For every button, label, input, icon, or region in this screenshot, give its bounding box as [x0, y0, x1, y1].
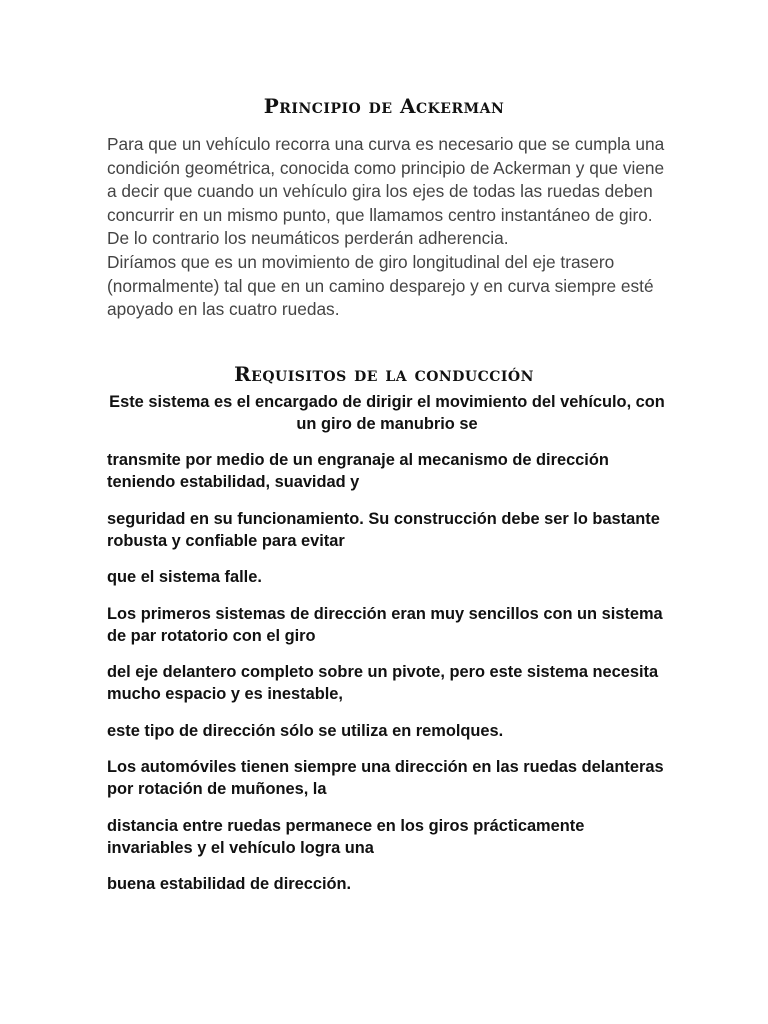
body-paragraph: este tipo de dirección sólo se utiliza en remolques. [107, 721, 504, 740]
intro-paragraph: Para que un vehículo recorra una curva es necesario que se cumpla una condición geométrica, conocida como principio de Ackerman y que viene a decir que cuando un vehículo gira los ejes de todas las ruedas deben concurrir en un mismo punto, que llamamos centro instantáneo de giro. [107, 134, 665, 225]
centered-paragraph: Este sistema es el encargado de dirigir el movimiento del vehículo, con un giro de manubrio se [109, 393, 665, 433]
body-paragraph: buena estabilidad de dirección. [107, 875, 352, 893]
document-title: Principio de Ackerman [263, 94, 505, 118]
body-paragraph: seguridad en su funcionamiento. Su construcción debe ser lo bastante robusta y confiable para evitar [107, 509, 660, 550]
body-paragraph: transmite por medio de un engranaje al mecanismo de dirección teniendo estabilidad, suavidad y [107, 451, 609, 491]
body-paragraph: distancia entre ruedas permanece en los giros prácticamente invariables y el vehículo logra una [107, 816, 585, 857]
intro-paragraph: De lo contrario los neumáticos perderán adherencia. [107, 228, 509, 249]
body-paragraph: que el sistema falle. [107, 568, 262, 586]
intro-section [107, 133, 667, 322]
intro-paragraph: Diríamos que es un movimiento de giro longitudinal del eje trasero (normalmente) tal que en un camino desparejo y en curva siempre esté apoyado en las cuatro ruedas. [107, 251, 654, 320]
body-paragraph: Los automóviles tienen siempre una dirección en las ruedas delanteras por rotación de muñones, la [107, 758, 664, 798]
body-paragraph: Los primeros sistemas de dirección eran muy sencillos con un sistema de par rotatorio con el giro [107, 604, 663, 645]
section-title: Requisitos de la conducción [234, 362, 534, 386]
body-section [107, 449, 667, 910]
body-paragraph: del eje delantero completo sobre un pivote, pero este sistema necesita mucho espacio y es inestable, [107, 663, 659, 703]
